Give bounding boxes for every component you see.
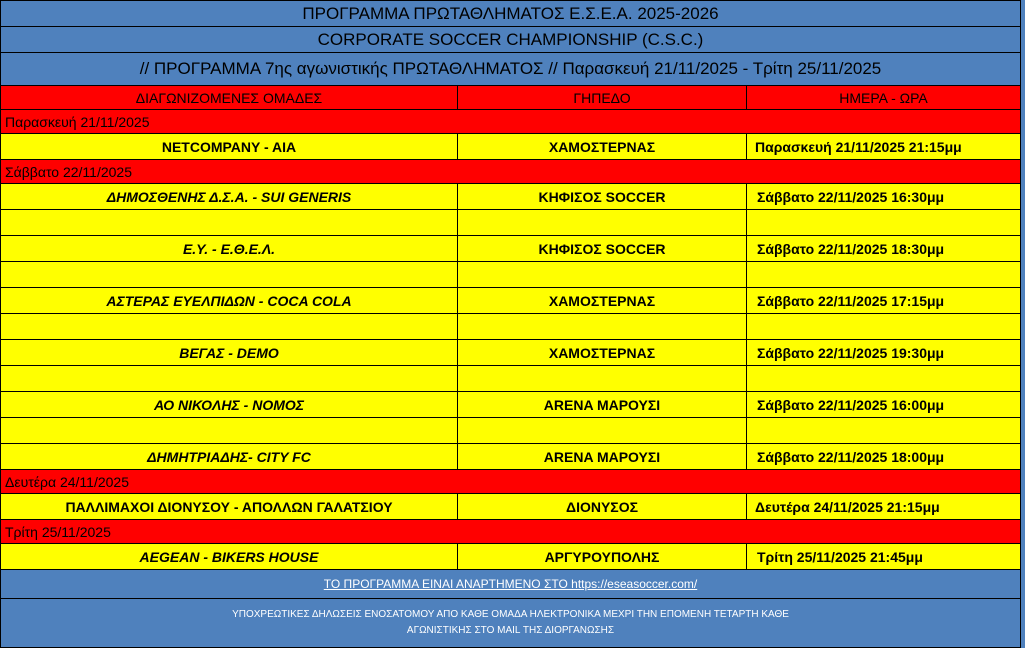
match-row [0, 494, 1021, 520]
footer-link-row [0, 570, 1021, 599]
column-header-venue: ΓΗΠΕΔΟ [457, 86, 746, 109]
match-datetime: Δευτέρα 24/11/2025 21:15μμ [746, 494, 1020, 519]
match-teams: ΑΣΤΕΡΑΣ ΕΥΕΛΠΙΔΩΝ - COCA COLA [1, 288, 457, 313]
match-datetime: Σάββατο 22/11/2025 17:15μμ [746, 288, 1020, 313]
spacer-row [0, 210, 1021, 236]
match-venue: ΔΙΟΝΥΣΟΣ [457, 494, 746, 519]
match-datetime: Σάββατο 22/11/2025 19:30μμ [746, 340, 1020, 365]
match-teams: AEGEAN - BIKERS HOUSE [1, 544, 457, 569]
subtitle-row [0, 27, 1021, 53]
spacer-row [0, 418, 1021, 444]
day-row-monday [0, 470, 1021, 494]
match-teams: ΔΗΜΟΣΘΕΝΗΣ Δ.Σ.Α. - SUI GENERIS [1, 184, 457, 209]
spacer-row [0, 366, 1021, 392]
column-header-teams: ΔΙΑΓΩΝΙΖΟΜΕΝΕΣ ΟΜΑΔΕΣ [1, 86, 457, 109]
day-label: Παρασκευή 21/11/2025 [1, 110, 1020, 133]
match-teams: Ε.Υ. - Ε.Θ.Ε.Λ. [1, 236, 457, 261]
spacer-row [0, 314, 1021, 340]
match-row [0, 288, 1021, 314]
match-datetime: Σάββατο 22/11/2025 16:30μμ [746, 184, 1020, 209]
day-row-friday [0, 110, 1021, 134]
match-datetime: Τρίτη 25/11/2025 21:45μμ [746, 544, 1020, 569]
day-label: Δευτέρα 24/11/2025 [1, 470, 1020, 493]
match-venue: ΧΑΜΟΣΤΕΡΝΑΣ [457, 288, 746, 313]
title-row [0, 0, 1021, 27]
day-row-saturday [0, 160, 1021, 184]
footer-notice [1, 599, 1020, 647]
round-row [0, 53, 1021, 86]
match-datetime: Σάββατο 22/11/2025 18:30μμ [746, 236, 1020, 261]
spacer-row [0, 262, 1021, 288]
match-row [0, 392, 1021, 418]
match-teams: ΒΕΓΑΣ - DEMO [1, 340, 457, 365]
day-label: Σάββατο 22/11/2025 [1, 160, 1020, 183]
match-teams: NETCOMPANY - AIA [1, 134, 457, 159]
match-teams: ΑΟ ΝΙΚΟΛΗΣ - ΝΟΜΟΣ [1, 392, 457, 417]
match-venue: ΑΡΓΥΡΟΥΠΟΛΗΣ [457, 544, 746, 569]
match-venue: ARENA ΜΑΡΟΥΣΙ [457, 444, 746, 469]
championship-name: CORPORATE SOCCER CHAMPIONSHIP (C.S.C.) [1, 27, 1020, 52]
day-label: Τρίτη 25/11/2025 [1, 520, 1020, 543]
column-header-row [0, 86, 1021, 110]
match-venue: ΧΑΜΟΣΤΕΡΝΑΣ [457, 134, 746, 159]
match-datetime: Σάββατο 22/11/2025 18:00μμ [746, 444, 1020, 469]
column-header-datetime: ΗΜΕΡΑ - ΩΡΑ [746, 86, 1020, 109]
match-venue: ΚΗΦΙΣΟΣ SOCCER [457, 184, 746, 209]
match-row [0, 134, 1021, 160]
match-row [0, 340, 1021, 366]
page-title: ΠΡΟΓΡΑΜΜΑ ΠΡΩΤΑΘΛΗΜΑΤΟΣ Ε.Σ.Ε.Α. 2025-2026 [1, 1, 1020, 26]
match-row [0, 544, 1021, 570]
day-row-tuesday [0, 520, 1021, 544]
match-datetime: Παρασκευή 21/11/2025 21:15μμ [746, 134, 1020, 159]
round-title: // ΠΡΟΓΡΑΜΜΑ 7ης αγωνιστικής ΠΡΩΤΑΘΛΗΜΑΤΟΣ // Παρασκευή 21/11/2025 - Τρίτη 25/11/2025 [1, 53, 1020, 85]
match-row [0, 236, 1021, 262]
match-row [0, 444, 1021, 470]
notice-line-1: ΥΠΟΧΡΕΩΤΙΚΕΣ ΔΗΛΩΣΕΙΣ ΕΝΟΣΑΤΟΜΟΥ ΑΠΟ ΚΑΘΕ ΟΜΑΔΑ ΗΛΕΚΤΡΟΝΙΚΑ ΜΕΧΡΙ ΤΗΝ ΕΠΟΜΕΝΗ ΤΕΤΑΡΤΗ ΚΑΘΕ [232, 609, 789, 620]
match-datetime: Σάββατο 22/11/2025 16:00μμ [746, 392, 1020, 417]
website-link[interactable]: ΤΟ ΠΡΟΓΡΑΜΜΑ ΕΙΝΑΙ ΑΝΑΡΤΗΜΕΝΟ ΣΤΟ https://eseasoccer.com/ [1, 570, 1020, 598]
match-row [0, 184, 1021, 210]
notice-line-2: ΑΓΩΝΙΣΤΙΚΗΣ ΣΤΟ MAIL ΤΗΣ ΔΙΟΡΓΑΝΩΣΗΣ [406, 625, 615, 636]
match-venue: ARENA ΜΑΡΟΥΣΙ [457, 392, 746, 417]
match-venue: ΧΑΜΟΣΤΕΡΝΑΣ [457, 340, 746, 365]
match-venue: ΚΗΦΙΣΟΣ SOCCER [457, 236, 746, 261]
match-teams: ΠΑΛΛΙΜΑΧΟΙ ΔΙΟΝΥΣΟΥ - ΑΠΟΛΛΩΝ ΓΑΛΑΤΣΙΟΥ [1, 494, 457, 519]
match-teams: ΔΗΜΗΤΡΙΑΔΗΣ- CITY FC [1, 444, 457, 469]
